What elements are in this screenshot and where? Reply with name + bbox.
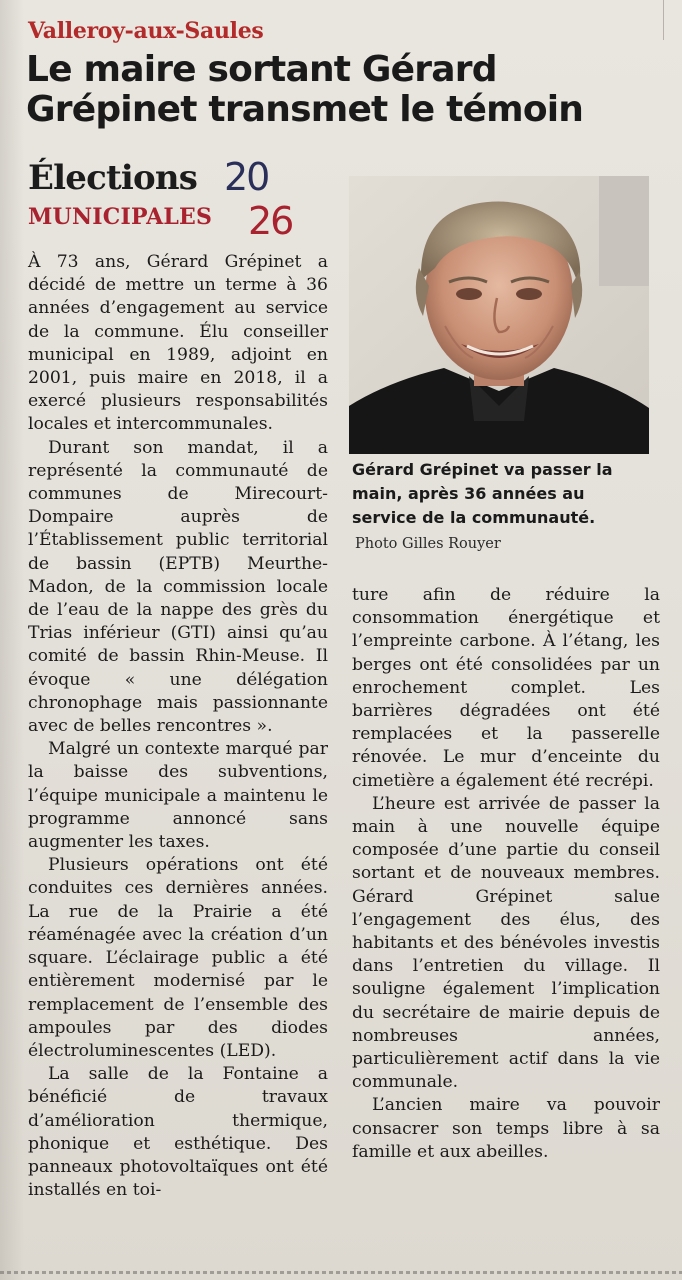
- elections-rubric-logo: [28, 158, 328, 238]
- rubric-year-graphic: [222, 156, 318, 238]
- bottom-rule: [0, 1271, 682, 1274]
- article-headline: Le maire sortant Gérard Grépinet transmet le témoin: [26, 49, 584, 130]
- paragraph: La salle de la Fontaine a bénéficié de travaux d’amélioration thermique, phonique et esthétique. Des panneaux photovoltaïques ont été installés en toi-: [28, 1064, 328, 1201]
- paragraph: Plusieurs opérations ont été conduites ces dernières années. La rue de la Prairie a été réaménagée avec la création d’un square. L’éclairage public a été entièrement modernisé par le remplacement de l’ensemble des ampoules par des diodes électroluminescentes (LED).: [28, 855, 328, 1061]
- paragraph: L’heure est arrivée de passer la main à une nouvelle équipe composée d’une partie du conseil sortant et de nouveaux membres. Gérard Grépinet salue l’engagement des élus, des habitants et des bénévoles investis dans l’entretien du village. Il souligne également l’implication du secrétaire de mairie depuis de nombreuses années, particulièrement actif dans la vie communale.: [352, 793, 660, 1093]
- rubric-year-bottom: 26: [248, 199, 293, 238]
- article-column-left: [28, 251, 328, 1202]
- rubric-year-top: 20: [224, 156, 269, 199]
- article-kicker: Valleroy-aux-Saules: [28, 18, 264, 44]
- article-column-right: [352, 584, 660, 1164]
- paragraph: Durant son mandat, il a représenté la communauté de communes de Mirecourt-Dompaire auprès de l’Établissement public territorial de bassin (EPTB) Meurthe-Madon, de la commission locale de l’eau de la nappe des grès du Trias inférieur (GTI) ainsi qu’au comité de bassin Rhin-Meuse. Il évoque « une délégation chronophage mais passionnante avec de belles rencontres ».: [28, 437, 328, 737]
- photo-credit: Photo Gilles Rouyer: [355, 536, 501, 552]
- page-number: [665, 0, 680, 2]
- portrait-photo: [349, 176, 649, 454]
- photo-caption: Gérard Grépinet va passer la main, après 36 années au service de la communauté.: [352, 460, 613, 527]
- paragraph: Malgré un contexte marqué par la baisse des subventions, l’équipe municipale a maintenu le programme annoncé sans augmenter les taxes.: [28, 739, 328, 853]
- paragraph: ture afin de réduire la consommation énergétique et l’empreinte carbone. À l’étang, les berges ont été consolidées par un enrochement complet. Les barrières dégradées ont été remplacées et la passerelle rénovée. Le mur d’enceinte du cimetière a également été recrépi.: [352, 585, 660, 791]
- paragraph: L’ancien maire va pouvoir consacrer son temps libre à sa famille et aux abeilles.: [352, 1095, 660, 1162]
- rubric-word-elections: Élections: [28, 158, 198, 198]
- portrait-illustration: [349, 176, 649, 454]
- page-edge-line: [663, 0, 664, 40]
- paragraph: À 73 ans, Gérard Grépinet a décidé de mettre un terme à 36 années d’engagement au service de la commune. Élu conseiller municipal en 1989, adjoint en 2001, puis maire en 2018, il a exercé plusieurs responsabilités locales et intercommunales.: [28, 252, 328, 435]
- rubric-word-municipales: MUNICIPALES: [28, 204, 213, 230]
- page-shadow: [0, 0, 24, 1280]
